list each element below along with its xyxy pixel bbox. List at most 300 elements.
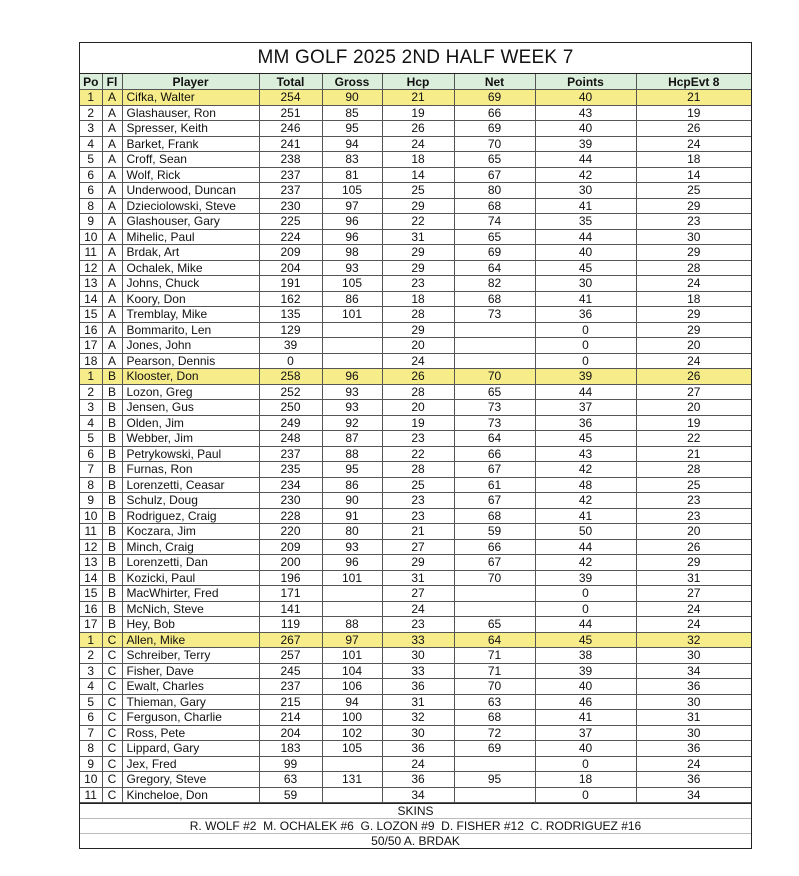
cell-hcp: 29 [382,198,454,214]
cell-player: Lozon, Greg [122,384,259,400]
cell-pos: 5 [80,152,102,168]
table-row [80,260,751,276]
cell-points: 36 [535,307,636,323]
cell-net: 66 [454,105,535,121]
cell-hcpevt: 20 [636,338,751,354]
cell-gross: 93 [322,384,382,400]
col-header-player: Player [122,74,259,90]
cell-player: Schulz, Doug [122,493,259,509]
cell-hcp: 29 [382,260,454,276]
table-row [80,446,751,462]
cell-gross: 94 [322,136,382,152]
col-header-hcp: Hcp [382,74,454,90]
cell-total: 215 [259,694,322,710]
standings-table [80,74,751,803]
cell-gross: 83 [322,152,382,168]
cell-gross: 94 [322,694,382,710]
cell-flight: B [102,384,122,400]
cell-gross: 131 [322,772,382,788]
cell-hcp: 18 [382,291,454,307]
cell-gross: 97 [322,198,382,214]
table-row [80,555,751,571]
cell-gross [322,322,382,338]
cell-hcpevt: 22 [636,431,751,447]
cell-gross: 81 [322,167,382,183]
cell-hcpevt: 36 [636,772,751,788]
cell-points: 40 [535,741,636,757]
cell-player: Koczara, Jim [122,524,259,540]
cell-hcp: 34 [382,787,454,803]
cell-flight: A [102,307,122,323]
cell-hcpevt: 21 [636,446,751,462]
cell-pos: 1 [80,90,102,106]
cell-hcp: 36 [382,679,454,695]
cell-flight: B [102,586,122,602]
cell-pos: 6 [80,446,102,462]
cell-player: Olden, Jim [122,415,259,431]
cell-player: Spresser, Keith [122,121,259,137]
cell-points: 40 [535,121,636,137]
table-row [80,369,751,385]
cell-net: 65 [454,617,535,633]
skins-winners: R. WOLF #2 M. OCHALEK #6 G. LOZON #9 D. FISHER #12 C. RODRIGUEZ #16 [80,818,751,833]
cell-net: 82 [454,276,535,292]
cell-pos: 6 [80,167,102,183]
table-row [80,245,751,261]
cell-net: 68 [454,291,535,307]
cell-total: 162 [259,291,322,307]
cell-gross: 100 [322,710,382,726]
cell-pos: 9 [80,493,102,509]
cell-gross: 86 [322,477,382,493]
cell-points: 0 [535,601,636,617]
cell-hcp: 23 [382,617,454,633]
table-row [80,632,751,648]
cell-gross: 93 [322,400,382,416]
cell-pos: 17 [80,338,102,354]
cell-hcp: 22 [382,446,454,462]
cell-hcpevt: 29 [636,555,751,571]
cell-hcp: 29 [382,245,454,261]
cell-pos: 3 [80,663,102,679]
cell-net: 65 [454,152,535,168]
cell-total: 39 [259,338,322,354]
cell-net: 65 [454,229,535,245]
cell-pos: 10 [80,772,102,788]
cell-hcpevt: 36 [636,741,751,757]
table-row [80,121,751,137]
cell-total: 249 [259,415,322,431]
cell-points: 41 [535,710,636,726]
cell-player: Brdak, Art [122,245,259,261]
table-row [80,539,751,555]
cell-gross: 88 [322,617,382,633]
cell-total: 230 [259,198,322,214]
cell-net [454,338,535,354]
cell-pos: 16 [80,322,102,338]
cell-points: 40 [535,679,636,695]
cell-net: 80 [454,183,535,199]
cell-gross: 95 [322,121,382,137]
cell-points: 40 [535,90,636,106]
cell-total: 252 [259,384,322,400]
cell-hcpevt: 30 [636,648,751,664]
cell-pos: 8 [80,741,102,757]
table-row [80,493,751,509]
cell-flight: A [102,183,122,199]
table-row [80,136,751,152]
cell-player: Minch, Craig [122,539,259,555]
cell-net: 64 [454,632,535,648]
cell-net: 68 [454,710,535,726]
cell-flight: C [102,756,122,772]
cell-pos: 2 [80,648,102,664]
cell-flight: B [102,570,122,586]
cell-total: 251 [259,105,322,121]
cell-hcpevt: 18 [636,291,751,307]
cell-hcpevt: 24 [636,601,751,617]
cell-flight: A [102,90,122,106]
cell-total: 241 [259,136,322,152]
cell-net: 64 [454,431,535,447]
cell-player: Jex, Fred [122,756,259,772]
cell-pos: 12 [80,260,102,276]
cell-flight: B [102,493,122,509]
cell-gross: 87 [322,431,382,447]
cell-total: 59 [259,787,322,803]
cell-pos: 6 [80,710,102,726]
cell-hcpevt: 24 [636,276,751,292]
cell-pos: 6 [80,183,102,199]
cell-hcp: 20 [382,338,454,354]
cell-hcp: 36 [382,741,454,757]
cell-hcp: 32 [382,710,454,726]
cell-total: 171 [259,586,322,602]
cell-points: 44 [535,539,636,555]
table-row [80,307,751,323]
cell-gross: 105 [322,276,382,292]
cell-pos: 11 [80,524,102,540]
table-row [80,431,751,447]
cell-net: 67 [454,555,535,571]
cell-points: 50 [535,524,636,540]
cell-flight: A [102,353,122,369]
cell-total: 237 [259,446,322,462]
cell-flight: C [102,663,122,679]
cell-player: Furnas, Ron [122,462,259,478]
cell-hcp: 23 [382,493,454,509]
col-header-hcpevt: HcpEvt 8 [636,74,751,90]
cell-total: 119 [259,617,322,633]
cell-flight: A [102,152,122,168]
cell-flight: A [102,136,122,152]
cell-player: Lorenzetti, Dan [122,555,259,571]
cell-total: 237 [259,183,322,199]
cell-total: 141 [259,601,322,617]
cell-gross [322,787,382,803]
table-row [80,291,751,307]
cell-hcpevt: 27 [636,586,751,602]
cell-hcpevt: 30 [636,725,751,741]
cell-points: 0 [535,353,636,369]
cell-flight: A [102,198,122,214]
cell-pos: 10 [80,508,102,524]
cell-total: 238 [259,152,322,168]
cell-points: 45 [535,260,636,276]
cell-net: 66 [454,446,535,462]
cell-points: 36 [535,415,636,431]
cell-total: 257 [259,648,322,664]
table-row [80,663,751,679]
cell-points: 42 [535,462,636,478]
cell-total: 250 [259,400,322,416]
cell-pos: 5 [80,694,102,710]
cell-total: 254 [259,90,322,106]
cell-flight: C [102,725,122,741]
cell-hcpevt: 29 [636,198,751,214]
cell-player: Petrykowski, Paul [122,446,259,462]
cell-points: 39 [535,369,636,385]
cell-pos: 13 [80,276,102,292]
cell-total: 235 [259,462,322,478]
table-body [80,90,751,803]
cell-player: Pearson, Dennis [122,353,259,369]
table-row [80,710,751,726]
cell-hcpevt: 23 [636,214,751,230]
cell-hcp: 31 [382,229,454,245]
cell-points: 0 [535,338,636,354]
cell-total: 245 [259,663,322,679]
cell-player: Kozicki, Paul [122,570,259,586]
cell-gross: 96 [322,214,382,230]
cell-pos: 11 [80,787,102,803]
cell-pos: 11 [80,245,102,261]
cell-gross [322,601,382,617]
cell-player: Gregory, Steve [122,772,259,788]
cell-points: 42 [535,555,636,571]
cell-net: 69 [454,121,535,137]
cell-pos: 3 [80,400,102,416]
cell-player: Lippard, Gary [122,741,259,757]
cell-flight: A [102,338,122,354]
cell-flight: C [102,632,122,648]
cell-pos: 17 [80,617,102,633]
cell-hcp: 24 [382,756,454,772]
cell-pos: 14 [80,570,102,586]
table-row [80,756,751,772]
cell-player: Fisher, Dave [122,663,259,679]
cell-points: 0 [535,787,636,803]
cell-total: 230 [259,493,322,509]
cell-flight: A [102,322,122,338]
cell-player: Jensen, Gus [122,400,259,416]
cell-gross: 90 [322,90,382,106]
cell-net: 67 [454,462,535,478]
cell-pos: 8 [80,477,102,493]
cell-hcpevt: 23 [636,508,751,524]
cell-player: Wolf, Rick [122,167,259,183]
cell-hcpevt: 29 [636,307,751,323]
cell-total: 246 [259,121,322,137]
cell-player: Hey, Bob [122,617,259,633]
cell-player: Koory, Don [122,291,259,307]
cell-points: 39 [535,570,636,586]
cell-total: 204 [259,725,322,741]
cell-hcp: 25 [382,477,454,493]
cell-hcpevt: 14 [636,167,751,183]
cell-hcpevt: 18 [636,152,751,168]
cell-gross: 96 [322,369,382,385]
cell-player: Glashouser, Gary [122,214,259,230]
cell-flight: B [102,400,122,416]
cell-net: 95 [454,772,535,788]
cell-net [454,787,535,803]
cell-points: 41 [535,291,636,307]
cell-flight: A [102,167,122,183]
cell-flight: B [102,617,122,633]
skins-footer [80,803,751,848]
cell-player: Croff, Sean [122,152,259,168]
cell-hcp: 24 [382,136,454,152]
cell-hcp: 25 [382,183,454,199]
cell-total: 228 [259,508,322,524]
cell-net: 73 [454,307,535,323]
cell-points: 45 [535,632,636,648]
cell-flight: C [102,694,122,710]
cell-points: 37 [535,400,636,416]
cell-hcpevt: 30 [636,229,751,245]
cell-pos: 4 [80,415,102,431]
cell-total: 99 [259,756,322,772]
cell-hcp: 28 [382,462,454,478]
cell-flight: B [102,415,122,431]
cell-pos: 7 [80,462,102,478]
cell-total: 209 [259,245,322,261]
cell-gross [322,353,382,369]
table-row [80,400,751,416]
cell-hcp: 24 [382,601,454,617]
cell-hcp: 18 [382,152,454,168]
cell-gross [322,338,382,354]
cell-hcpevt: 25 [636,183,751,199]
cell-flight: B [102,431,122,447]
cell-hcpevt: 19 [636,105,751,121]
cell-net: 70 [454,369,535,385]
cell-flight: A [102,291,122,307]
col-header-po: Po [80,74,102,90]
cell-points: 46 [535,694,636,710]
cell-net: 59 [454,524,535,540]
cell-gross: 101 [322,570,382,586]
cell-player: McNich, Steve [122,601,259,617]
table-row [80,694,751,710]
cell-flight: A [102,276,122,292]
cell-total: 191 [259,276,322,292]
cell-hcp: 26 [382,121,454,137]
cell-points: 35 [535,214,636,230]
cell-pos: 18 [80,353,102,369]
cell-player: Webber, Jim [122,431,259,447]
cell-points: 44 [535,229,636,245]
cell-flight: A [102,229,122,245]
cell-gross: 105 [322,741,382,757]
table-row [80,617,751,633]
cell-hcpevt: 21 [636,90,751,106]
cell-gross: 85 [322,105,382,121]
cell-net [454,601,535,617]
cell-player: Ross, Pete [122,725,259,741]
cell-points: 30 [535,276,636,292]
cell-total: 248 [259,431,322,447]
cell-hcp: 36 [382,772,454,788]
cell-gross: 90 [322,493,382,509]
cell-player: Jones, John [122,338,259,354]
cell-pos: 12 [80,539,102,555]
cell-net: 70 [454,136,535,152]
cell-total: 135 [259,307,322,323]
cell-player: Cifka, Walter [122,90,259,106]
cell-hcp: 24 [382,353,454,369]
cell-gross: 95 [322,462,382,478]
cell-hcp: 23 [382,431,454,447]
cell-total: 225 [259,214,322,230]
cell-total: 267 [259,632,322,648]
table-row [80,524,751,540]
cell-flight: A [102,260,122,276]
cell-hcp: 19 [382,415,454,431]
cell-hcp: 23 [382,508,454,524]
cell-flight: A [102,121,122,137]
table-row [80,477,751,493]
cell-net: 67 [454,167,535,183]
cell-net: 73 [454,415,535,431]
table-row [80,384,751,400]
cell-points: 0 [535,756,636,772]
cell-hcpevt: 28 [636,260,751,276]
cell-total: 0 [259,353,322,369]
cell-net: 74 [454,214,535,230]
cell-player: Johns, Chuck [122,276,259,292]
cell-points: 0 [535,322,636,338]
header-row [80,74,751,90]
cell-pos: 7 [80,725,102,741]
cell-gross: 97 [322,632,382,648]
cell-pos: 4 [80,679,102,695]
cell-player: Barket, Frank [122,136,259,152]
cell-player: Underwood, Duncan [122,183,259,199]
cell-total: 129 [259,322,322,338]
cell-hcp: 20 [382,400,454,416]
cell-flight: B [102,555,122,571]
table-row [80,741,751,757]
cell-points: 42 [535,167,636,183]
cell-player: Lorenzetti, Ceasar [122,477,259,493]
cell-hcpevt: 34 [636,663,751,679]
cell-flight: C [102,741,122,757]
table-row [80,167,751,183]
table-row [80,415,751,431]
cell-pos: 1 [80,369,102,385]
cell-pos: 2 [80,105,102,121]
cell-total: 214 [259,710,322,726]
cell-net: 63 [454,694,535,710]
cell-points: 41 [535,198,636,214]
cell-player: Allen, Mike [122,632,259,648]
fifty-fifty-winner: 50/50 A. BRDAK [80,833,751,848]
cell-flight: C [102,679,122,695]
cell-hcpevt: 36 [636,679,751,695]
cell-gross: 101 [322,307,382,323]
